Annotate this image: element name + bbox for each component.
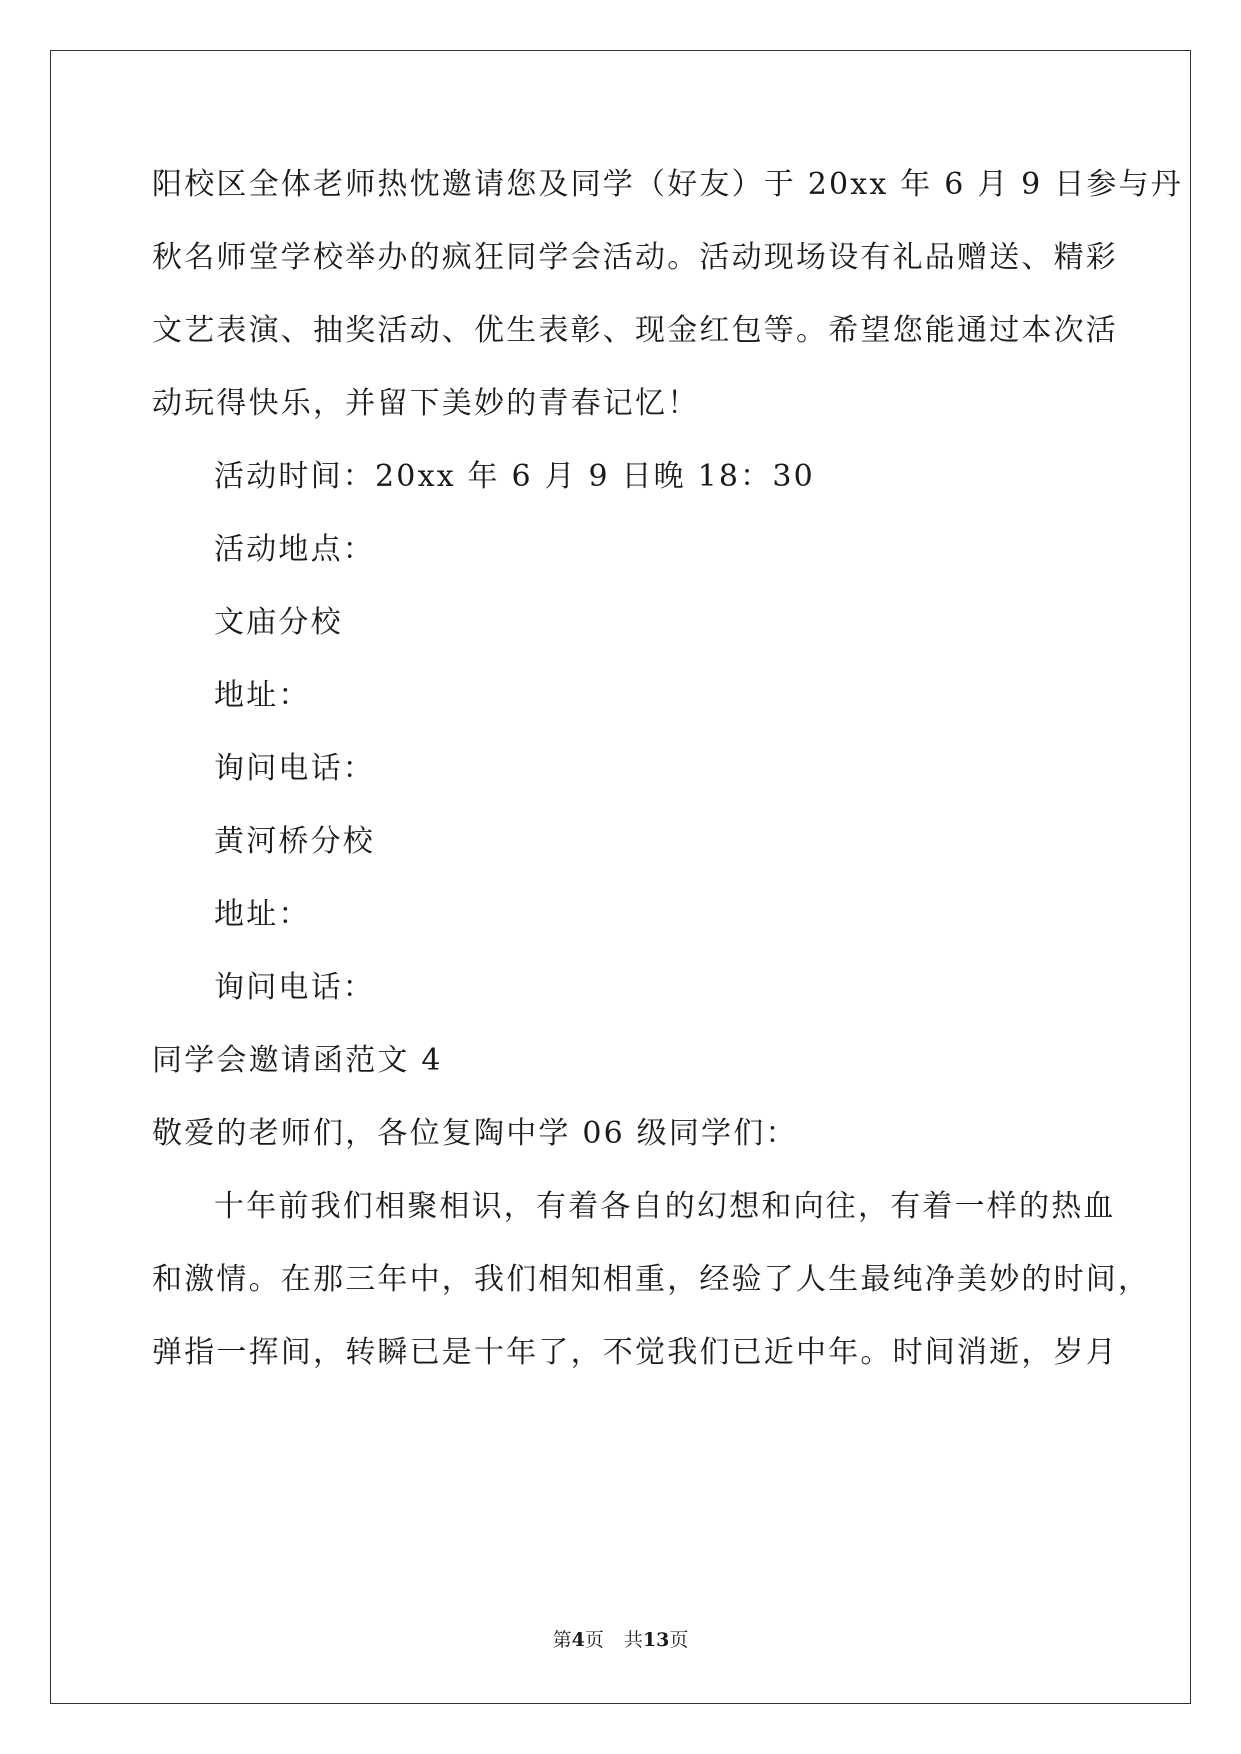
address-label: 地址： (214, 678, 311, 713)
address-label: 地址： (214, 897, 311, 932)
phone-label: 询问电话： (214, 751, 375, 786)
paragraph-line: 文艺表演、抽奖活动、优生表彰、现金红包等。希望您能通过本次活 (152, 313, 1118, 348)
branch-name: 黄河桥分校 (214, 824, 375, 859)
activity-time: 活动时间：20xx 年 6 月 9 日晚 18：30 (214, 459, 815, 494)
paragraph-line: 弹指一挥间，转瞬已是十年了，不觉我们已近中年。时间消逝，岁月 (152, 1335, 1118, 1370)
phone-label: 询问电话： (214, 970, 375, 1005)
current-page-number: 4 (571, 1629, 585, 1651)
footer-total-prefix: 共 (623, 1629, 643, 1651)
section-title: 同学会邀请函范文 4 (152, 1043, 443, 1078)
paragraph-line: 秋名师堂学校举办的疯狂同学会活动。活动现场设有礼品赠送、精彩 (152, 240, 1118, 275)
paragraph-line: 动玩得快乐，并留下美妙的青春记忆！ (152, 386, 700, 421)
paragraph-line: 阳校区全体老师热忱邀请您及同学（好友）于 20xx 年 6 月 9 日参与丹 (152, 167, 1184, 202)
page-footer (0, 1628, 1241, 1652)
footer-page-suffix: 页 (584, 1629, 604, 1651)
total-page-count: 13 (642, 1629, 670, 1651)
footer-total-suffix: 页 (669, 1629, 689, 1651)
paragraph-line: 和激情。在那三年中，我们相知相重，经验了人生最纯净美妙的时间， (152, 1262, 1151, 1297)
paragraph-line: 十年前我们相聚相识，有着各自的幻想和向往，有着一样的热血 (214, 1189, 1116, 1224)
salutation: 敬爱的老师们，各位复陶中学 06 级同学们： (152, 1116, 798, 1151)
footer-prefix: 第 (552, 1629, 572, 1651)
branch-name: 文庙分校 (214, 605, 343, 640)
activity-place-label: 活动地点： (214, 532, 375, 567)
page-border (50, 50, 1191, 1704)
